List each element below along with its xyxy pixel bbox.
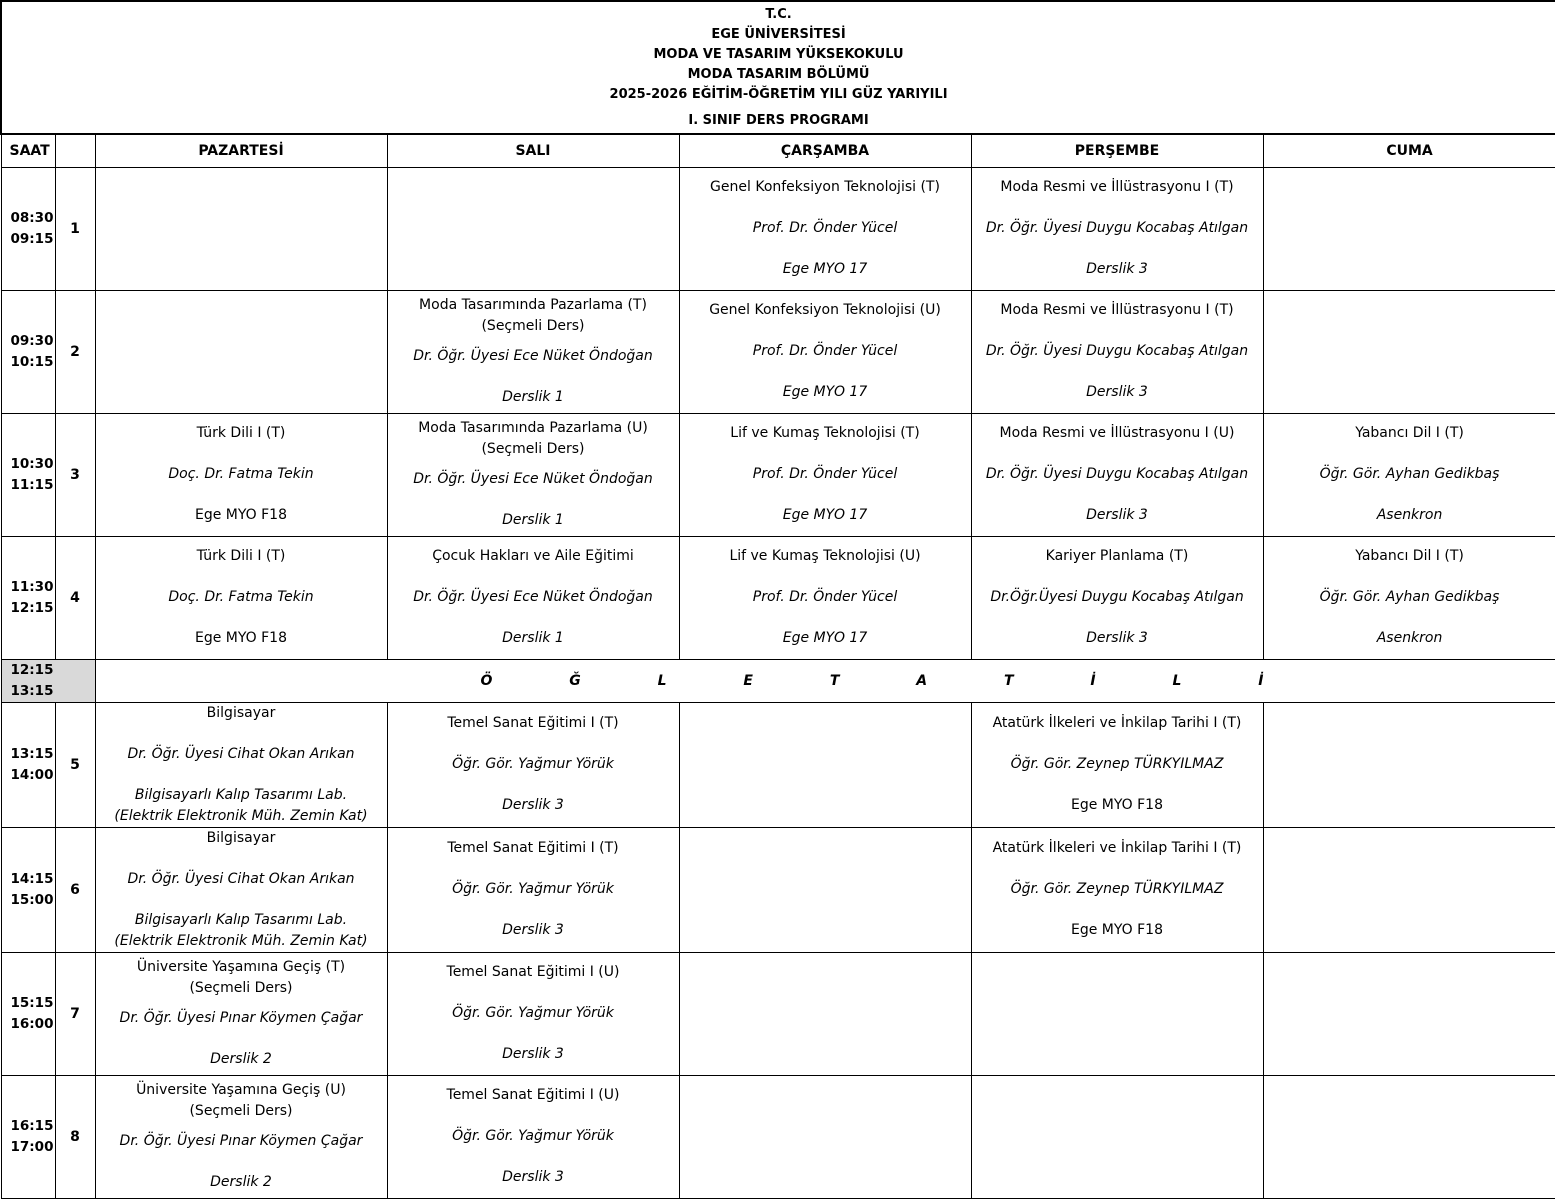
spacer [680,239,971,259]
course-name: Temel Sanat Eğitimi I (U) [388,962,679,983]
instructor-name: Öğr. Gör. Zeynep TÜRKYILMAZ [972,754,1263,775]
time-slot [1,290,55,413]
classroom: Derslik 3 [388,1044,679,1065]
time-start: 14:15 [11,869,55,890]
time-end: 12:15 [11,598,55,619]
course-name: Lif ve Kumaş Teknolojisi (T) [680,423,971,444]
spacer [1264,485,1555,505]
lunch-letter: İ [1090,673,1095,689]
time-slot [1,952,55,1075]
spacer [972,734,1263,754]
spacer [388,775,679,795]
spacer [96,567,387,587]
course-note: (Seçmeli Ders) [388,316,679,337]
spacer [972,775,1263,795]
instructor-name: Öğr. Gör. Yağmur Yörük [388,1003,679,1024]
instructor-name: Öğr. Gör. Yağmur Yörük [388,1126,679,1147]
classroom: Derslik 3 [388,795,679,816]
time-slot [1,702,55,827]
instructor-name: Dr. Öğr. Üyesi Duygu Kocabaş Atılgan [972,464,1263,485]
course-name: Bilgisayar [96,703,387,724]
spacer [388,1024,679,1044]
lunch-letter: T [830,673,840,689]
spacer [96,999,387,1008]
spacer [972,362,1263,382]
course-name: Yabancı Dil I (T) [1264,546,1555,567]
course-name: Atatürk İlkeleri ve İnkilap Tarihi I (T) [972,838,1263,859]
classroom: Derslik 3 [388,1167,679,1188]
spacer [972,900,1263,920]
lunch-letter: Ö [481,673,493,689]
time-row [1,290,1555,413]
lesson-cell-pazartesi [95,702,387,827]
lesson-cell-sali [387,827,679,952]
time-slot [1,1075,55,1198]
time-start: 13:15 [11,744,55,765]
lunch-letter: İ [1258,673,1263,689]
lesson-cell-carsamba [679,1075,971,1198]
course-name: Temel Sanat Eğitimi I (T) [388,838,679,859]
classroom: Ege MYO 17 [680,259,971,280]
spacer [388,367,679,387]
course-name: Üniversite Yaşamına Geçiş (U) [96,1080,387,1101]
time-start: 11:30 [11,577,55,598]
spacer [96,890,387,910]
time-row [1,827,1555,952]
spacer [1264,608,1555,628]
classroom: Asenkron [1264,505,1555,526]
course-name: Kariyer Planlama (T) [972,546,1263,567]
day-header-cuma: CUMA [1263,134,1555,167]
classroom: Derslik 3 [972,259,1263,280]
course-name: Temel Sanat Eğitimi I (U) [388,1085,679,1106]
time-start: 16:15 [11,1116,55,1137]
course-name: Moda Resmi ve İllüstrasyonu I (T) [972,300,1263,321]
time-start: 08:30 [11,208,55,229]
spacer [972,239,1263,259]
instructor-name: Dr. Öğr. Üyesi Pınar Köymen Çağar [96,1131,387,1152]
lesson-cell-cuma [1263,952,1555,1075]
spacer [388,859,679,879]
lesson-cell-carsamba [679,167,971,290]
lesson-cell-persembe [971,702,1263,827]
lesson-cell-persembe [971,952,1263,1075]
time-slot [1,827,55,952]
lesson-cell-cuma [1263,167,1555,290]
course-name: Genel Konfeksiyon Teknolojisi (U) [680,300,971,321]
lesson-cell-sali [387,413,679,536]
lesson-cell-persembe [971,827,1263,952]
spacer [680,444,971,464]
course-name: Üniversite Yaşamına Geçiş (T) [96,957,387,978]
spacer [96,444,387,464]
lesson-cell-sali [387,167,679,290]
lunch-end: 13:15 [11,681,95,702]
instructor-name: Dr. Öğr. Üyesi Ece Nüket Öndoğan [388,346,679,367]
spacer [972,198,1263,218]
lesson-cell-sali [387,702,679,827]
lunch-letter: L [1172,673,1181,689]
classroom: Derslik 1 [388,628,679,649]
header-line-term: 2025-2026 EĞİTİM-ÖĞRETİM YILI GÜZ YARIYILI [2,85,1555,105]
classroom: Ege MYO F18 [972,795,1263,816]
lesson-cell-pazartesi [95,536,387,659]
classroom: Ege MYO F18 [96,505,387,526]
lesson-cell-sali [387,290,679,413]
instructor-name: Dr. Öğr. Üyesi Duygu Kocabaş Atılgan [972,218,1263,239]
title-cell [1,1,1555,134]
classroom: Derslik 2 [96,1172,387,1193]
day-header-pazartesi: PAZARTESİ [95,134,387,167]
lunch-break-label [96,673,1555,689]
lesson-cell-sali [387,1075,679,1198]
schedule-body [1,1,1555,1198]
column-header-row [1,134,1555,167]
lesson-cell-carsamba [679,952,971,1075]
lesson-cell-cuma [1263,290,1555,413]
period-number: 5 [55,702,95,827]
period-number: 8 [55,1075,95,1198]
lesson-cell-pazartesi [95,827,387,952]
lesson-cell-pazartesi [95,1075,387,1198]
header-line-department: MODA TASARIM BÖLÜMÜ [2,65,1555,85]
spacer [972,608,1263,628]
lunch-break-cell [95,659,1555,702]
time-row [1,167,1555,290]
classroom: Asenkron [1264,628,1555,649]
time-slot [1,536,55,659]
instructor-name: Dr.Öğr.Üyesi Duygu Kocabaş Atılgan [972,587,1263,608]
spacer [388,490,679,510]
spacer [680,567,971,587]
spacer [388,608,679,628]
spacer [388,567,679,587]
spacer [96,485,387,505]
spacer [96,724,387,744]
spacer [1264,444,1555,464]
time-row [1,536,1555,659]
instructor-name: Dr. Öğr. Üyesi Ece Nüket Öndoğan [388,469,679,490]
lesson-cell-sali [387,952,679,1075]
course-name: Çocuk Hakları ve Aile Eğitimi [388,546,679,567]
day-header-persembe: PERŞEMBE [971,134,1263,167]
time-row [1,702,1555,827]
spacer [972,485,1263,505]
classroom: Bilgisayarlı Kalıp Tasarımı Lab. [96,785,387,806]
course-note: (Seçmeli Ders) [388,439,679,460]
period-header [55,134,95,167]
time-end: 17:00 [11,1137,55,1158]
lesson-cell-cuma [1263,1075,1555,1198]
time-slot [1,167,55,290]
course-note: (Seçmeli Ders) [96,1101,387,1122]
spacer [972,859,1263,879]
course-name: Yabancı Dil I (T) [1264,423,1555,444]
spacer [1264,567,1555,587]
instructor-name: Öğr. Gör. Yağmur Yörük [388,754,679,775]
time-end: 10:15 [11,352,55,373]
instructor-name: Prof. Dr. Önder Yücel [680,341,971,362]
lesson-cell-pazartesi [95,952,387,1075]
classroom: Derslik 1 [388,387,679,408]
period-number: 1 [55,167,95,290]
lunch-start: 12:15 [11,660,95,681]
spacer [680,608,971,628]
lunch-row [1,659,1555,702]
saat-header: SAAT [1,134,55,167]
spacer [388,460,679,469]
lesson-cell-persembe [971,413,1263,536]
header-line-school: MODA VE TASARIM YÜKSEKOKULU [2,45,1555,65]
spacer [96,1152,387,1172]
course-name: Türk Dili I (T) [96,546,387,567]
spacer [96,608,387,628]
lunch-letter: E [743,673,753,689]
spacer [388,1147,679,1167]
period-number: 2 [55,290,95,413]
lesson-cell-cuma [1263,702,1555,827]
course-name: Genel Konfeksiyon Teknolojisi (T) [680,177,971,198]
spacer [680,485,971,505]
classroom: Ege MYO 17 [680,505,971,526]
instructor-name: Öğr. Gör. Zeynep TÜRKYILMAZ [972,879,1263,900]
period-number: 3 [55,413,95,536]
program-title: I. SINIF DERS PROGRAMI [2,111,1555,131]
lesson-cell-pazartesi [95,413,387,536]
spacer [388,337,679,346]
spacer [96,849,387,869]
classroom: Derslik 3 [972,628,1263,649]
classroom: Ege MYO 17 [680,628,971,649]
spacer [96,765,387,785]
spacer [388,1106,679,1126]
spacer [388,734,679,754]
time-end: 16:00 [11,1014,55,1035]
instructor-name: Öğr. Gör. Yağmur Yörük [388,879,679,900]
instructor-name: Dr. Öğr. Üyesi Ece Nüket Öndoğan [388,587,679,608]
time-slot [1,413,55,536]
course-name: Türk Dili I (T) [96,423,387,444]
lunch-letter: L [658,673,667,689]
time-end: 15:00 [11,890,55,911]
time-start: 10:30 [11,454,55,475]
course-name: Moda Tasarımında Pazarlama (T) [388,295,679,316]
course-name: Lif ve Kumaş Teknolojisi (U) [680,546,971,567]
instructor-name: Prof. Dr. Önder Yücel [680,218,971,239]
time-row [1,1075,1555,1198]
course-name: Moda Tasarımında Pazarlama (U) [388,418,679,439]
day-header-carsamba: ÇARŞAMBA [679,134,971,167]
course-name: Moda Resmi ve İllüstrasyonu I (T) [972,177,1263,198]
time-end: 09:15 [11,229,55,250]
header-line-university: EGE ÜNİVERSİTESİ [2,25,1555,45]
spacer [96,1029,387,1049]
course-name: Bilgisayar [96,828,387,849]
classroom: Bilgisayarlı Kalıp Tasarımı Lab. [96,910,387,931]
time-start: 09:30 [11,331,55,352]
period-number: 6 [55,827,95,952]
instructor-name: Dr. Öğr. Üyesi Duygu Kocabaş Atılgan [972,341,1263,362]
lesson-cell-carsamba [679,290,971,413]
instructor-name: Dr. Öğr. Üyesi Cihat Okan Arıkan [96,744,387,765]
classroom: Ege MYO F18 [96,628,387,649]
lesson-cell-pazartesi [95,290,387,413]
instructor-name: Öğr. Gör. Ayhan Gedikbaş [1264,587,1555,608]
course-name: Moda Resmi ve İllüstrasyonu I (U) [972,423,1263,444]
day-header-sali: SALI [387,134,679,167]
classroom: Derslik 2 [96,1049,387,1070]
classroom: Ege MYO F18 [972,920,1263,941]
spacer [972,444,1263,464]
lesson-cell-cuma [1263,413,1555,536]
spacer [680,362,971,382]
spacer [680,198,971,218]
header-line-tc: T.C. [2,5,1555,25]
spacer [972,321,1263,341]
instructor-name: Prof. Dr. Önder Yücel [680,587,971,608]
period-number: 4 [55,536,95,659]
lesson-cell-carsamba [679,827,971,952]
title-row [1,1,1555,134]
instructor-name: Dr. Öğr. Üyesi Cihat Okan Arıkan [96,869,387,890]
course-name: Atatürk İlkeleri ve İnkilap Tarihi I (T) [972,713,1263,734]
lesson-cell-persembe [971,290,1263,413]
time-end: 14:00 [11,765,55,786]
lesson-cell-pazartesi [95,167,387,290]
period-number: 7 [55,952,95,1075]
classroom-detail: (Elektrik Elektronik Müh. Zemin Kat) [96,806,387,827]
lesson-cell-sali [387,536,679,659]
spacer [388,900,679,920]
lunch-letter: Ğ [569,673,581,689]
time-start: 15:15 [11,993,55,1014]
classroom: Derslik 3 [388,920,679,941]
spacer [680,321,971,341]
instructor-name: Doç. Dr. Fatma Tekin [96,587,387,608]
lesson-cell-carsamba [679,413,971,536]
lesson-cell-cuma [1263,536,1555,659]
lesson-cell-carsamba [679,536,971,659]
time-row [1,413,1555,536]
time-row [1,952,1555,1075]
lesson-cell-cuma [1263,827,1555,952]
lunch-letter: T [1004,673,1014,689]
classroom: Derslik 1 [388,510,679,531]
instructor-name: Doç. Dr. Fatma Tekin [96,464,387,485]
lesson-cell-persembe [971,1075,1263,1198]
classroom: Derslik 3 [972,382,1263,403]
instructor-name: Öğr. Gör. Ayhan Gedikbaş [1264,464,1555,485]
time-end: 11:15 [11,475,55,496]
lesson-cell-persembe [971,167,1263,290]
classroom: Ege MYO 17 [680,382,971,403]
instructor-name: Dr. Öğr. Üyesi Pınar Köymen Çağar [96,1008,387,1029]
lesson-cell-carsamba [679,702,971,827]
spacer [388,983,679,1003]
classroom: Derslik 3 [972,505,1263,526]
course-name: Temel Sanat Eğitimi I (T) [388,713,679,734]
spacer [972,567,1263,587]
lunch-time-cell [1,659,95,702]
instructor-name: Prof. Dr. Önder Yücel [680,464,971,485]
course-note: (Seçmeli Ders) [96,978,387,999]
lunch-letter: A [916,673,927,689]
lesson-cell-persembe [971,536,1263,659]
spacer [96,1122,387,1131]
classroom-detail: (Elektrik Elektronik Müh. Zemin Kat) [96,931,387,952]
